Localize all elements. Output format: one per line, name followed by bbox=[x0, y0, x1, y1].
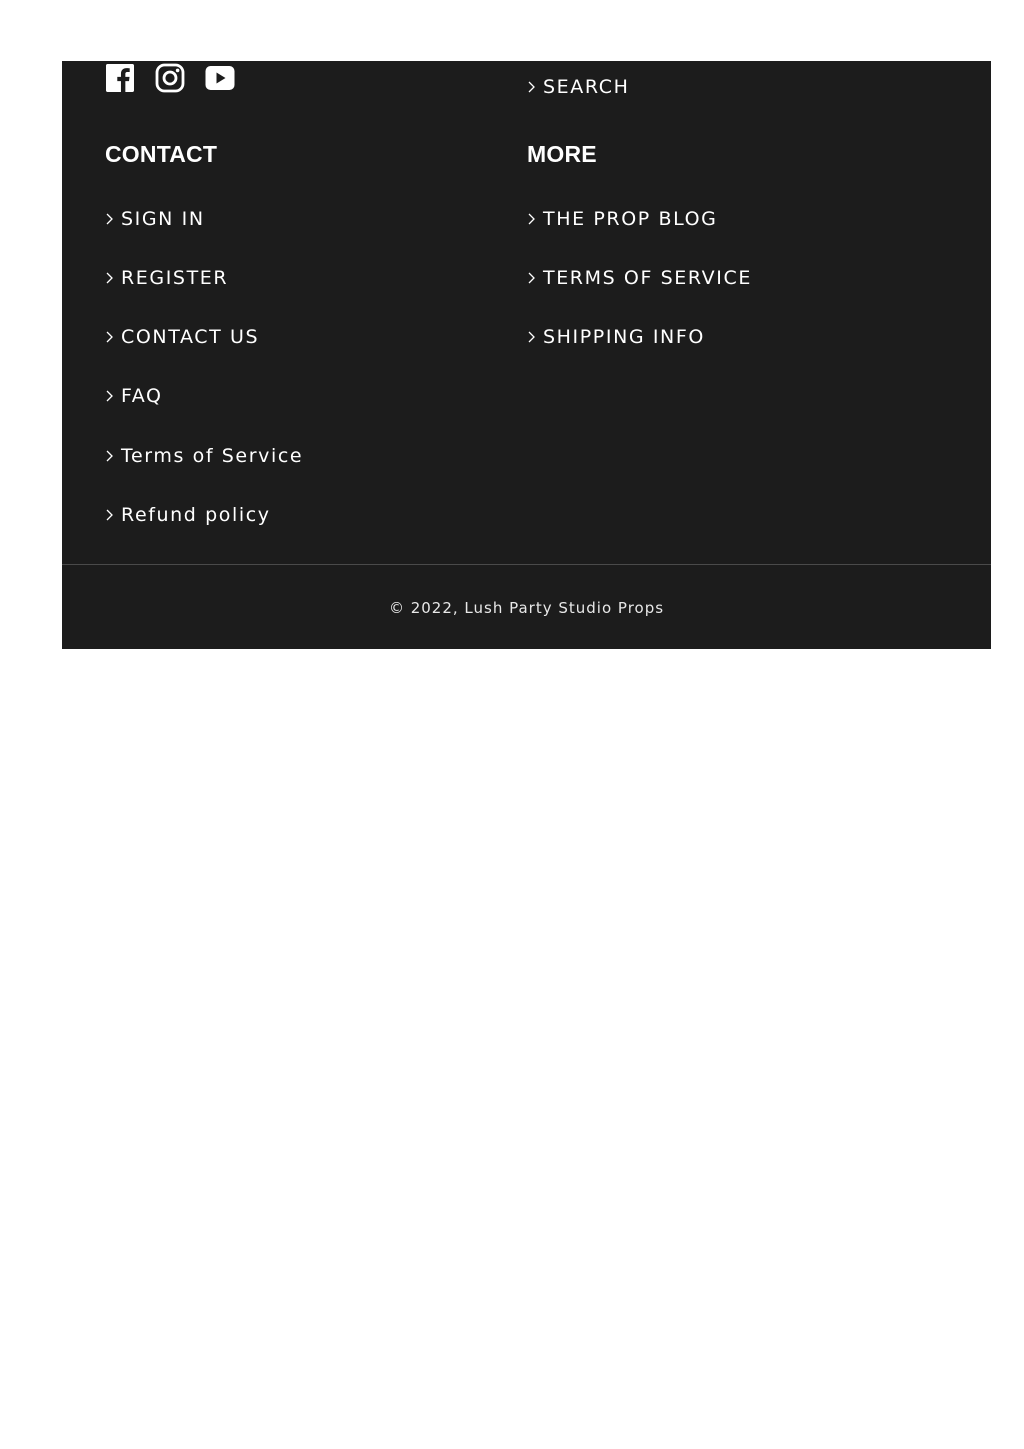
register-link[interactable] bbox=[105, 267, 228, 289]
youtube-link[interactable] bbox=[205, 63, 235, 93]
shipping-info-link[interactable] bbox=[527, 326, 705, 348]
sign-in-link[interactable] bbox=[105, 208, 205, 230]
social-links bbox=[105, 63, 235, 93]
chevron-right-icon bbox=[105, 329, 121, 345]
chevron-right-icon bbox=[105, 270, 121, 286]
register-label: REGISTER bbox=[121, 267, 229, 289]
terms-of-service-link[interactable] bbox=[105, 445, 303, 467]
contact-heading: CONTACT bbox=[105, 141, 218, 167]
instagram-icon bbox=[155, 63, 185, 93]
contact-us-link[interactable] bbox=[105, 326, 259, 348]
search-link[interactable] bbox=[527, 76, 629, 98]
facebook-link[interactable] bbox=[105, 63, 135, 93]
terms-of-service-upper-label: TERMS OF SERVICE bbox=[543, 267, 752, 289]
chevron-right-icon bbox=[105, 507, 121, 523]
prop-blog-link[interactable] bbox=[527, 208, 717, 230]
chevron-right-icon bbox=[527, 270, 543, 286]
refund-policy-link[interactable] bbox=[105, 504, 271, 526]
chevron-right-icon bbox=[527, 329, 543, 345]
faq-label: FAQ bbox=[121, 385, 163, 407]
youtube-icon bbox=[205, 63, 235, 93]
terms-of-service-upper-link[interactable] bbox=[527, 267, 752, 289]
copyright-text: © 2022, Lush Party Studio Props bbox=[388, 599, 665, 617]
sign-in-label: SIGN IN bbox=[121, 208, 205, 230]
chevron-right-icon bbox=[527, 79, 543, 95]
facebook-icon bbox=[105, 63, 135, 93]
terms-of-service-label: Terms of Service bbox=[121, 445, 304, 467]
chevron-right-icon bbox=[105, 211, 121, 227]
footer-divider bbox=[62, 564, 991, 565]
prop-blog-label: THE PROP BLOG bbox=[543, 208, 718, 230]
search-label: SEARCH bbox=[543, 76, 630, 98]
site-footer bbox=[62, 61, 991, 649]
more-heading: MORE bbox=[527, 141, 597, 167]
instagram-link[interactable] bbox=[155, 63, 185, 93]
chevron-right-icon bbox=[105, 388, 121, 404]
contact-us-label: CONTACT US bbox=[121, 326, 260, 348]
shipping-info-label: SHIPPING INFO bbox=[543, 326, 705, 348]
faq-link[interactable] bbox=[105, 385, 163, 407]
refund-policy-label: Refund policy bbox=[121, 504, 271, 526]
chevron-right-icon bbox=[527, 211, 543, 227]
chevron-right-icon bbox=[105, 448, 121, 464]
